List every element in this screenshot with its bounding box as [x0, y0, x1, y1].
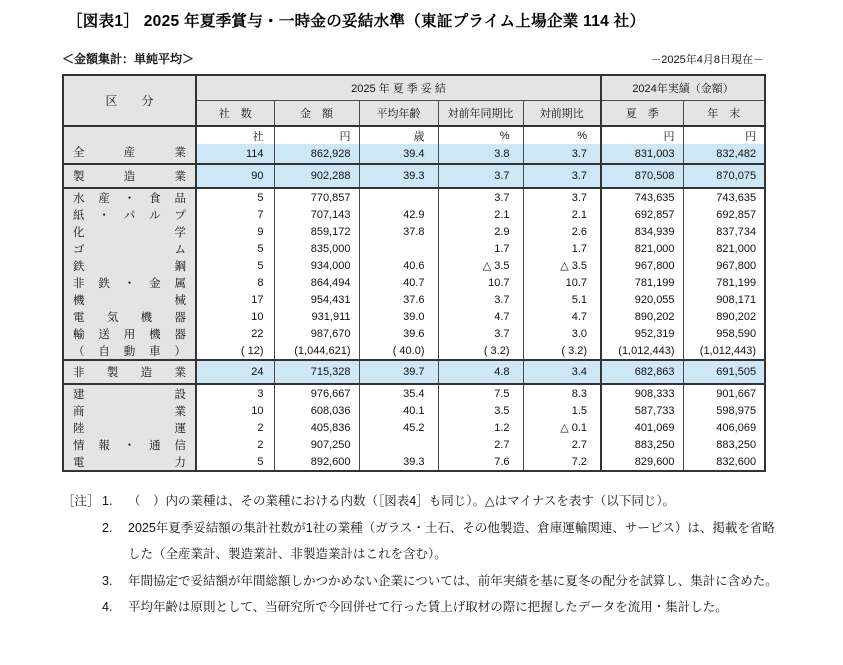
col-header-amount: 金 額	[274, 101, 359, 127]
data-cell: 2.6	[523, 223, 601, 240]
note-item	[62, 568, 802, 595]
table-row	[63, 402, 765, 419]
data-cell: 10.7	[438, 274, 523, 291]
data-cell: 967,800	[601, 257, 683, 274]
data-cell: 39.0	[359, 308, 438, 325]
data-cell: 2.9	[438, 223, 523, 240]
data-cell: △ 3.5	[438, 257, 523, 274]
data-cell: 2.7	[523, 436, 601, 453]
data-cell: 3	[196, 384, 274, 402]
data-cell: 10.7	[523, 274, 601, 291]
data-cell: ( 3.2)	[523, 342, 601, 360]
table-row	[63, 257, 765, 274]
data-cell: 907,250	[274, 436, 359, 453]
data-cell: 7.2	[523, 453, 601, 471]
row-label: 建設	[63, 384, 196, 402]
row-label: 水産・食品	[63, 188, 196, 206]
row-label: 全産業	[63, 126, 196, 164]
col-header-companies: 社 数	[196, 101, 274, 127]
col-header-vs-prev: 対前期比	[523, 101, 601, 127]
data-cell: 39.7	[359, 360, 438, 384]
data-cell: 37.8	[359, 223, 438, 240]
row-label: ゴム	[63, 240, 196, 257]
data-cell: 821,000	[601, 240, 683, 257]
row-label: 化学	[63, 223, 196, 240]
data-cell: 4.7	[523, 308, 601, 325]
table-row	[63, 164, 765, 188]
data-cell: 707,143	[274, 206, 359, 223]
row-label: 情報・通信	[63, 436, 196, 453]
row-label: 非製造業	[63, 360, 196, 384]
data-cell: 39.3	[359, 453, 438, 471]
data-cell	[359, 240, 438, 257]
data-cell: 587,733	[601, 402, 683, 419]
note-text: 2025年夏季妥結額の集計社数が1社の業種（ガラス・土石、その他製造、倉庫運輸関連、サービス）は、掲載を省略した（全産業計、製造業計、非製造業計はこれを含む）。	[128, 520, 775, 561]
data-cell: 715,328	[274, 360, 359, 384]
data-cell: 608,036	[274, 402, 359, 419]
data-cell: 114	[196, 144, 274, 164]
data-cell: 864,494	[274, 274, 359, 291]
data-cell: 691,505	[683, 360, 765, 384]
table-row	[63, 342, 765, 360]
unit-cell: 社	[196, 126, 274, 144]
table-section-total	[63, 360, 765, 384]
table-row	[63, 274, 765, 291]
data-cell: 40.1	[359, 402, 438, 419]
data-cell: 781,199	[683, 274, 765, 291]
data-cell: 8	[196, 274, 274, 291]
page-title: ［図表1］ 2025 年夏季賞与・一時金の妥結水準（東証プライム上場企業 114 社）	[67, 13, 646, 30]
data-cell: 1.7	[438, 240, 523, 257]
data-cell: (1,012,443)	[683, 342, 765, 360]
data-cell: 7.6	[438, 453, 523, 471]
note-item	[62, 488, 802, 515]
table-row	[63, 240, 765, 257]
data-cell: ( 40.0)	[359, 342, 438, 360]
data-cell: 1.7	[523, 240, 601, 257]
data-cell: 8.3	[523, 384, 601, 402]
data-cell: 3.0	[523, 325, 601, 342]
table-row	[63, 384, 765, 402]
unit-cell: 円	[683, 126, 765, 144]
data-cell: 835,000	[274, 240, 359, 257]
data-cell: 40.7	[359, 274, 438, 291]
row-label: 電力	[63, 453, 196, 471]
data-cell: 3.4	[523, 360, 601, 384]
table-row	[63, 188, 765, 206]
unit-cell: 円	[601, 126, 683, 144]
row-label: 輸送用機器	[63, 325, 196, 342]
data-cell: △ 0.1	[523, 419, 601, 436]
col-header-yoy: 対前年同期比	[438, 101, 523, 127]
data-cell: 3.7	[523, 144, 601, 164]
data-cell: 831,003	[601, 144, 683, 164]
data-cell	[359, 188, 438, 206]
data-cell	[359, 436, 438, 453]
table-header	[63, 75, 765, 126]
note-number: 1.	[102, 494, 113, 508]
data-cell: 1.2	[438, 419, 523, 436]
data-cell: 39.3	[359, 164, 438, 188]
note-number: 3.	[102, 573, 113, 588]
data-cell: 4.7	[438, 308, 523, 325]
table-section-group	[63, 188, 765, 360]
corner-header-kubun: 区 分	[63, 75, 196, 126]
data-cell: 2.1	[523, 206, 601, 223]
data-cell: 39.4	[359, 144, 438, 164]
data-cell: 3.8	[438, 144, 523, 164]
data-cell: 405,836	[274, 419, 359, 436]
data-cell: 2	[196, 436, 274, 453]
unit-cell: %	[523, 126, 601, 144]
row-label: （自動車）	[63, 342, 196, 360]
group-header-2025: 2025 年 夏 季 妥 結	[196, 75, 601, 101]
data-cell: 870,508	[601, 164, 683, 188]
row-label: 機械	[63, 291, 196, 308]
data-cell: 5.1	[523, 291, 601, 308]
unit-cell: 歳	[359, 126, 438, 144]
table-row	[63, 360, 765, 384]
note-number: 4.	[102, 600, 113, 614]
data-cell: △ 3.5	[523, 257, 601, 274]
data-cell: 682,863	[601, 360, 683, 384]
data-cell: 35.4	[359, 384, 438, 402]
table-row	[63, 206, 765, 223]
unit-cell: 円	[274, 126, 359, 144]
data-cell: 3.7	[438, 164, 523, 188]
data-cell: 883,250	[683, 436, 765, 453]
col-header-avg-age: 平均年齢	[359, 101, 438, 127]
table-container	[62, 74, 766, 472]
bonus-settlement-table	[62, 74, 766, 472]
note-prefix: ［注］	[62, 494, 100, 508]
data-cell: 5	[196, 257, 274, 274]
data-cell: 870,075	[683, 164, 765, 188]
data-cell: 692,857	[601, 206, 683, 223]
col-header-summer-2024: 夏 季	[601, 101, 683, 127]
data-cell: 3.7	[523, 188, 601, 206]
table-row	[63, 223, 765, 240]
data-cell: 954,431	[274, 291, 359, 308]
table-section-total	[63, 126, 765, 164]
data-cell: 1.5	[523, 402, 601, 419]
data-cell: 902,288	[274, 164, 359, 188]
data-cell: 5	[196, 453, 274, 471]
row-label: 鉄鋼	[63, 257, 196, 274]
unit-row	[63, 126, 765, 144]
data-cell: 743,635	[601, 188, 683, 206]
data-cell: 3.5	[438, 402, 523, 419]
data-cell: 692,857	[683, 206, 765, 223]
table-row	[63, 325, 765, 342]
data-cell: (1,012,443)	[601, 342, 683, 360]
note-text: 平均年齢は原則として、当研究所で今回併せて行った賃上げ取材の際に把握したデータを流用・集計した。	[128, 600, 728, 614]
data-cell: 406,069	[683, 419, 765, 436]
data-cell: 821,000	[683, 240, 765, 257]
data-cell: 920,055	[601, 291, 683, 308]
group-header-2024: 2024年実績（金額）	[601, 75, 765, 101]
data-cell: 908,171	[683, 291, 765, 308]
unit-cell: %	[438, 126, 523, 144]
data-cell: ( 3.2)	[438, 342, 523, 360]
data-cell: 829,600	[601, 453, 683, 471]
data-cell: 890,202	[683, 308, 765, 325]
row-label: 非鉄・金属	[63, 274, 196, 291]
data-cell: 987,670	[274, 325, 359, 342]
data-cell: 3.7	[438, 188, 523, 206]
data-cell: 3.7	[523, 164, 601, 188]
note-item	[62, 515, 802, 568]
data-cell: 2	[196, 419, 274, 436]
data-cell: 952,319	[601, 325, 683, 342]
data-cell: 976,667	[274, 384, 359, 402]
data-cell: 9	[196, 223, 274, 240]
data-cell: 859,172	[274, 223, 359, 240]
data-cell: 958,590	[683, 325, 765, 342]
data-cell: 39.6	[359, 325, 438, 342]
data-cell: 862,928	[274, 144, 359, 164]
data-cell: 934,000	[274, 257, 359, 274]
data-cell: 10	[196, 308, 274, 325]
data-cell: 45.2	[359, 419, 438, 436]
as-of-date-label: －2025年4月8日現在－	[650, 54, 764, 66]
data-cell: 401,069	[601, 419, 683, 436]
note-number: 2.	[102, 520, 113, 535]
data-cell: 10	[196, 402, 274, 419]
row-label: 陸運	[63, 419, 196, 436]
data-cell: 90	[196, 164, 274, 188]
data-cell: 967,800	[683, 257, 765, 274]
data-cell: 743,635	[683, 188, 765, 206]
note-item	[62, 594, 802, 621]
data-cell: 832,600	[683, 453, 765, 471]
data-cell: 37.6	[359, 291, 438, 308]
data-cell: 837,734	[683, 223, 765, 240]
data-cell: 42.9	[359, 206, 438, 223]
data-cell: 890,202	[601, 308, 683, 325]
row-label: 紙・パルプ	[63, 206, 196, 223]
row-label: 製造業	[63, 164, 196, 188]
row-label: 電気機器	[63, 308, 196, 325]
data-cell: ( 12)	[196, 342, 274, 360]
data-cell: (1,044,621)	[274, 342, 359, 360]
data-cell: 40.6	[359, 257, 438, 274]
data-cell: 908,333	[601, 384, 683, 402]
note-text: 年間協定で妥結額が年間総額しかつかめない企業については、前年実績を基に夏冬の配分を試算し、集計に含めた。	[128, 573, 778, 588]
data-cell: 17	[196, 291, 274, 308]
data-cell: 5	[196, 188, 274, 206]
data-cell: 5	[196, 240, 274, 257]
aggregation-method-label: ＜金額集計：単純平均＞	[62, 52, 195, 66]
data-cell: 7.5	[438, 384, 523, 402]
data-cell: 3.7	[438, 325, 523, 342]
data-cell: 883,250	[601, 436, 683, 453]
row-label: 商業	[63, 402, 196, 419]
data-cell: 2.7	[438, 436, 523, 453]
data-cell: 834,939	[601, 223, 683, 240]
table-row	[63, 308, 765, 325]
data-cell: 24	[196, 360, 274, 384]
table-row	[63, 291, 765, 308]
table-row	[63, 436, 765, 453]
col-header-yearend-2024: 年 末	[683, 101, 765, 127]
data-cell: 598,975	[683, 402, 765, 419]
data-cell: 781,199	[601, 274, 683, 291]
data-cell: 832,482	[683, 144, 765, 164]
data-cell: 22	[196, 325, 274, 342]
data-cell: 931,911	[274, 308, 359, 325]
data-cell: 892,600	[274, 453, 359, 471]
data-cell: 7	[196, 206, 274, 223]
data-cell: 2.1	[438, 206, 523, 223]
table-row	[63, 419, 765, 436]
table-section-total	[63, 164, 765, 188]
notes	[62, 488, 802, 621]
note-text: （ ）内の業種は、その業種における内数（［図表4］も同じ）。△はマイナスを表す（以下同じ）。	[128, 494, 676, 508]
data-cell: 4.8	[438, 360, 523, 384]
data-cell: 770,857	[274, 188, 359, 206]
table-section-group	[63, 384, 765, 471]
table-row	[63, 453, 765, 471]
data-cell: 3.7	[438, 291, 523, 308]
data-cell: 901,667	[683, 384, 765, 402]
table-caption-row	[62, 50, 764, 67]
